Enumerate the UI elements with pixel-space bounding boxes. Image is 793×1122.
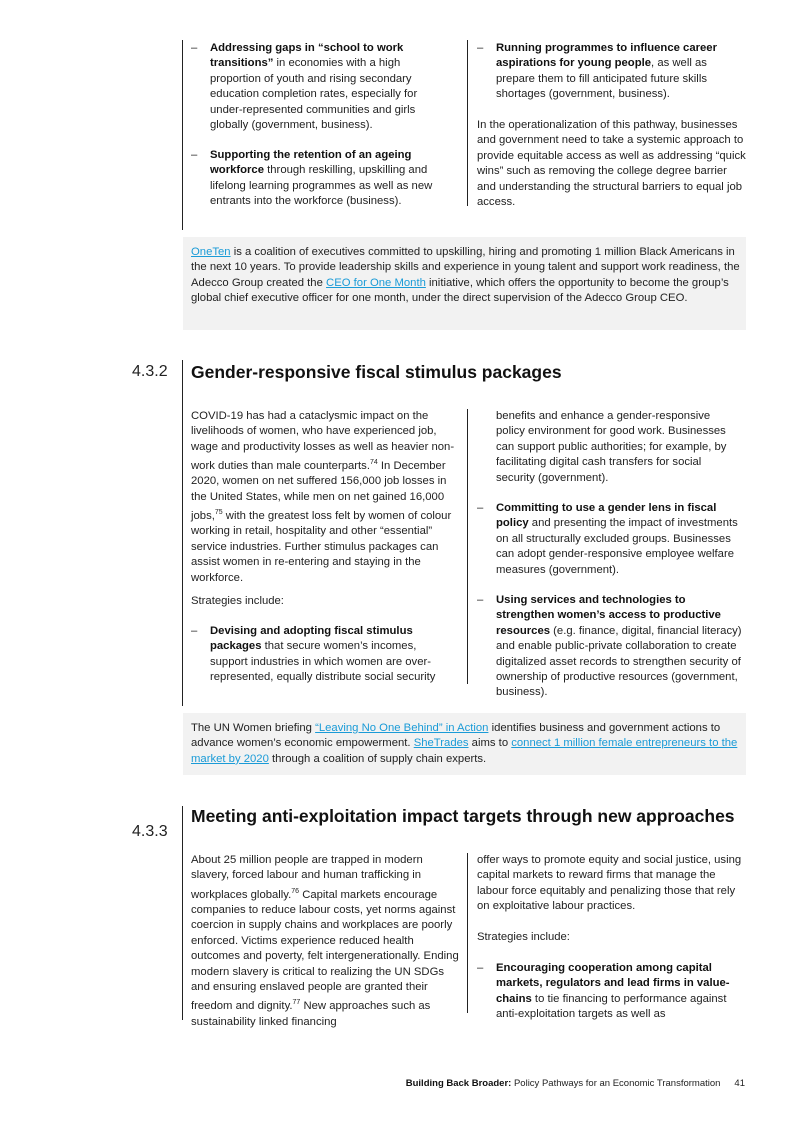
list-item-bold: Running programmes to influence career aspirations for young people (496, 42, 717, 70)
section-title: Gender-responsive fiscal stimulus packages (191, 362, 562, 382)
list-item-text: , as well as prepare them to fill anticipated future skills shortages (government, business). (496, 57, 707, 101)
callout-text: is a coalition of executives committed to upskilling, hiring and promoting 1 million Black Americans in the next 10 years. To provide leadership skills and experience in young talent and support work readiness, the Adecco Group created the (191, 246, 740, 289)
callout-text: The UN Women briefing (191, 722, 316, 734)
list-item-bold: Addressing gaps in “school to work transitions” (210, 42, 404, 70)
oneten-link[interactable]: OneTen (191, 246, 231, 258)
callout-box (183, 237, 746, 330)
strategies-label: Strategies include: (191, 595, 284, 607)
footnote-ref: 74 (369, 459, 378, 467)
list-item-text: (e.g. finance, digital, financial literacy) and enable public-private collaboration to create digitalized asset records to strengthen security of ownership of productive resources (government, business). (496, 624, 742, 699)
list-item-bold: Devising and adopting fiscal stimulus packages (210, 625, 413, 653)
callout-text: aims to (468, 737, 512, 750)
left-margin-rule-top (182, 40, 183, 230)
footnote-ref: 76 (291, 887, 300, 895)
shetrades-link[interactable]: SheTrades (413, 737, 469, 750)
section-number: 4.3.3 (132, 823, 168, 840)
callout-text: initiative, which offers the opportunity to become the group’s global chief executive officer for one month, under the direct supervision of the Adecco Group CEO. (191, 276, 729, 305)
leaving-no-one-behind-link[interactable]: “Leaving No One Behind” in Action (315, 722, 489, 734)
callout-text: identifies business and government actions to advance women’s economic empowerment. (191, 722, 721, 750)
column-divider-top (467, 40, 468, 206)
dash-bullet: – (477, 502, 484, 514)
dash-bullet: – (191, 625, 198, 637)
list-item-bold: Using services and technologies to strengthen women’s access to productive resources (496, 594, 721, 637)
callout-box (183, 713, 746, 775)
connect-entrepreneurs-link[interactable]: connect 1 million female entrepreneurs to the market by 2020 (191, 737, 738, 765)
paragraph: In the operationalization of this pathway, businesses and government need to take a systemic approach to provide equitable access as well as addressing “quick wins” such as removing the college degree barrier and understanding the structural barriers to equal job access. (477, 119, 746, 209)
dash-bullet: – (191, 149, 198, 161)
callout-text: through a coalition of supply chain experts. (268, 752, 487, 765)
footnote-ref: 77 (292, 999, 301, 1007)
strategies-label: Strategies include: (477, 931, 570, 943)
list-item-text: and presenting the impact of investments on all structurally excluded groups. Businesses can adopt gender-responsive employee welfare measures (government). (496, 517, 738, 576)
page-footer (406, 1078, 745, 1089)
dash-bullet: – (191, 42, 198, 54)
paragraph: About 25 million people are trapped in modern slavery, forced labour and human trafficking in workplaces globally.$^{76}$ Capital markets encourage companies to reduce labour costs, yet norms against coercion in supply chains and workplaces are poorly enforced. Victims experience reduced health outcomes and poverty, felt intergenerationally. Ending modern slavery is critical to realizing the UN SDGs and ensuring enslaved people are granted their freedom and dignity.$^{77}$ New approaches such as sustainability linked financing (191, 854, 459, 1028)
list-item-bold: Supporting the retention of an ageing workforce (210, 149, 412, 177)
section-number: 4.3.2 (132, 363, 168, 380)
page-number: 41 (734, 1078, 745, 1089)
section-rule (182, 806, 183, 1020)
ceo-for-one-month-link[interactable]: CEO for One Month (326, 276, 426, 289)
section-title: Meeting anti-exploitation impact targets through new approaches (191, 806, 735, 826)
paragraph: offer ways to promote equity and social justice, using capital markets to reward firms that manage the labour force equitably and penalizing those that rely on exploitative labour practices. (477, 854, 742, 913)
list-item-continued: benefits and enhance a gender-responsive policy environment for good work. Businesses can support public authorities; for example, by facilitating digital cash transfers for social security (government). (496, 410, 727, 484)
list-item-text: in economies with a high proportion of youth and rising secondary education completion rates, especially for under-represented communities and girls globally (government, business). (210, 57, 418, 132)
dash-bullet: – (477, 962, 484, 974)
section-rule (182, 360, 183, 706)
footnote-ref: 75 (214, 509, 223, 517)
list-item-text: to tie financing to performance against anti-exploitation targets as well as (496, 992, 727, 1021)
paragraph: COVID-19 has had a cataclysmic impact on the livelihoods of women, who have experienced job, wage and productivity losses as well as heavier non-work duties than male counterparts.$^{74}$ In December 2020, women on net suffered 156,000 job losses in the United States, while men on net gained 16,000 jobs,$^{75}$ with the greatest loss felt by women of colour working in retail, hospitality and other “essential” service industries. Further stimulus packages can assist women in re-entering and staying in the workforce. (191, 410, 455, 584)
list-item-bold: Encouraging cooperation among capital markets, regulators and lead firms in value-chains (496, 962, 730, 1005)
dash-bullet: – (477, 594, 484, 606)
list-item-bold: Committing to use a gender lens in fiscal policy (496, 502, 717, 530)
list-item-text: through reskilling, upskilling and lifelong learning programmes as well as new entrants into the workforce (business). (210, 164, 433, 208)
footer-title: Policy Pathways for an Economic Transformation (511, 1078, 721, 1089)
dash-bullet: – (477, 42, 484, 54)
footer-title-bold: Building Back Broader: (405, 1078, 512, 1089)
column-divider (467, 409, 468, 684)
column-divider (467, 853, 468, 1013)
list-item-text: that secure women’s incomes, support industries in which women are over-represented, equally distribute social security (210, 640, 436, 684)
